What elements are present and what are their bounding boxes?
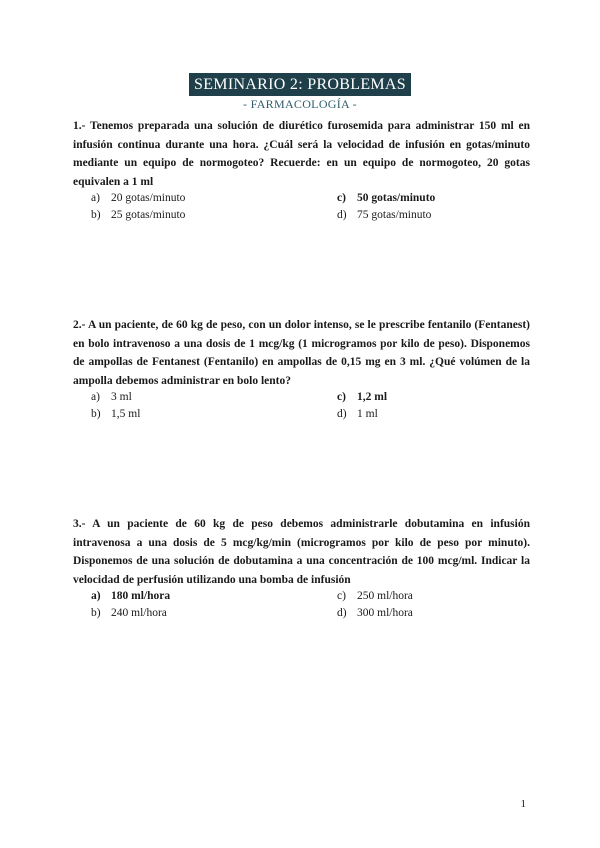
option-text: 20 gotas/minuto <box>111 192 186 204</box>
option-letter: a) <box>91 391 100 403</box>
option-text: 1,5 ml <box>111 408 141 420</box>
question-2-text: 2.- A un paciente, de 60 kg de peso, con un dolor intenso, se le prescribe fentanilo (Fentanest) en bolo intravenoso a una dosis de 1 mcg/kg (1 microgramos por kilo de peso). Disponemos de ampollas de Fentanest (Fentanilo) en ampollas de 0,15 mg en 3 ml. ¿Qué volúmen de la ampolla debemos administrar en bolo lento? <box>73 319 530 387</box>
option-text: 1,2 ml <box>357 391 388 403</box>
page-subtitle: - FARMACOLOGÍA - <box>243 97 357 111</box>
question-3-option-a-correct <box>91 588 170 604</box>
option-letter: c) <box>337 391 346 403</box>
option-text: 240 ml/hora <box>111 607 167 619</box>
option-letter: d) <box>337 408 347 420</box>
question-3-option-d <box>337 605 413 621</box>
question-3-option-c <box>337 588 413 604</box>
question-2-option-a <box>91 389 132 405</box>
question-3-text: 3.- A un paciente de 60 kg de peso debemos administrarle dobutamina en infusión intravenosa a una dosis de 5 mcg/kg/min (microgramos por kilo de peso por minuto). Disponemos de una solución de dobutamina a una concentración de 100 mcg/ml. Indicar la velocidad de perfusión utilizando una bomba de infusión <box>73 518 530 586</box>
question-1-option-d <box>337 207 431 223</box>
option-text: 250 ml/hora <box>357 590 413 602</box>
option-letter: c) <box>337 590 346 602</box>
option-letter: b) <box>91 607 101 619</box>
question-1-option-a <box>91 190 185 206</box>
page-title: SEMINARIO 2: PROBLEMAS <box>189 73 411 96</box>
option-letter: a) <box>91 192 100 204</box>
question-2-option-b <box>91 406 140 422</box>
option-letter: c) <box>337 192 346 204</box>
question-1-option-c-correct <box>337 190 435 206</box>
option-text: 300 ml/hora <box>357 607 413 619</box>
option-letter: d) <box>337 209 347 221</box>
option-letter: d) <box>337 607 347 619</box>
option-letter: b) <box>91 209 101 221</box>
option-text: 75 gotas/minuto <box>357 209 432 221</box>
option-letter: b) <box>91 408 101 420</box>
title-wrapper <box>0 73 600 96</box>
option-text: 3 ml <box>111 391 132 403</box>
question-2-option-c-correct <box>337 389 387 405</box>
option-text: 1 ml <box>357 408 378 420</box>
option-text: 180 ml/hora <box>111 590 171 602</box>
question-1-option-b <box>91 207 185 223</box>
question-3-option-b <box>91 605 167 621</box>
option-text: 50 gotas/minuto <box>357 192 436 204</box>
option-letter: a) <box>91 590 101 602</box>
option-text: 25 gotas/minuto <box>111 209 186 221</box>
page-number: 1 <box>520 798 526 810</box>
question-2-option-d <box>337 406 378 422</box>
question-1-text: 1.- Tenemos preparada una solución de diurético furosemida para administrar 150 ml en infusión continua durante una hora. ¿Cuál será la velocidad de infusión en gotas/minuto mediante un equipo de normogoteo? Recuerde: en un equipo de normogoteo, 20 gotas equivalen a 1 ml <box>73 120 530 188</box>
